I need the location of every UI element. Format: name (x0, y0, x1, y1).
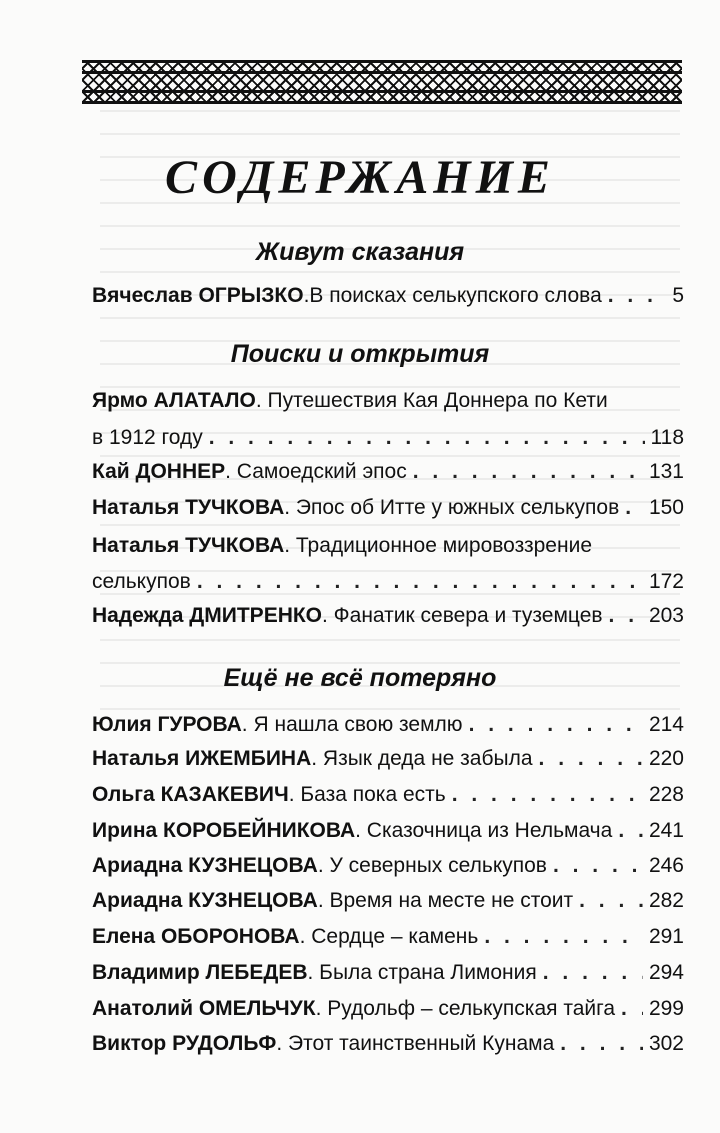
entry-author: Виктор РУДОЛЬФ (92, 1032, 277, 1055)
decorative-ornament-band (82, 60, 682, 104)
entry-page-number: 118 (650, 426, 684, 449)
toc-entry[interactable] (92, 494, 684, 522)
entry-author: Ариадна КУЗНЕЦОВА (92, 854, 318, 877)
dot-leader (618, 817, 643, 845)
section-heading: Поиски и открытия (230, 340, 490, 368)
entry-page-number: 150 (648, 496, 684, 519)
entry-title-continued: в 1912 году (92, 426, 203, 449)
toc-entry[interactable] (92, 282, 684, 310)
toc-entry[interactable] (92, 781, 684, 809)
entry-title: . Была страна Лимония (307, 961, 537, 984)
toc-entry[interactable] (92, 887, 684, 915)
dot-leader (469, 711, 643, 739)
entry-page-number: 302 (648, 1032, 684, 1055)
entry-page-number: 203 (648, 604, 684, 627)
dot-leader (621, 995, 643, 1023)
toc-entry-first-line[interactable] (92, 387, 684, 415)
entry-author: Ольга КАЗАКЕВИЧ (92, 783, 289, 806)
toc-entry[interactable] (92, 745, 684, 773)
entry-title: . Сказочница из Нельмача (355, 819, 613, 842)
entry-author: Вячеслав ОГРЫЗКО (92, 284, 304, 307)
entry-title: . У северных селькупов (317, 854, 547, 877)
ornament-line (82, 90, 682, 93)
entry-author: Наталья ИЖЕМБИНА (92, 747, 312, 770)
entry-page-number: 299 (648, 997, 684, 1020)
dot-leader (609, 602, 643, 630)
entry-title: . Традиционное мировоззрение (284, 534, 592, 557)
entry-title: . Я нашла свою землю (241, 713, 463, 736)
dot-leader (608, 282, 667, 310)
entry-author: Наталья ТУЧКОВА (92, 496, 285, 519)
entry-title: . Фанатик севера и туземцев (322, 604, 603, 627)
entry-page-number: 241 (648, 819, 684, 842)
dot-leader (560, 1030, 643, 1058)
entry-page-number: 246 (648, 854, 684, 877)
entry-title: . Самоедский эпос (225, 460, 407, 483)
dot-leader (553, 852, 643, 880)
entry-author: Юлия ГУРОВА (92, 713, 242, 736)
entry-page-number: 291 (648, 925, 684, 948)
section-heading: Живут сказания (255, 238, 465, 266)
entry-author: Надежда ДМИТРЕНКО (92, 604, 323, 627)
entry-page-number: 172 (648, 570, 684, 593)
toc-entry[interactable] (92, 568, 684, 596)
toc-entry[interactable] (92, 602, 684, 630)
entry-title: . Рудольф – селькупская тайга (315, 997, 616, 1020)
entry-title: . База пока есть (288, 783, 446, 806)
entry-author: Ирина КОРОБЕЙНИКОВА (92, 819, 356, 842)
entry-page-number: 214 (648, 713, 684, 736)
entry-title: . Путешествия Кая Доннера по Кети (255, 389, 608, 412)
entry-author: Кай ДОННЕР (92, 460, 226, 483)
entry-title: . Эпос об Итте у южных селькупов (284, 496, 620, 519)
dot-leader (539, 745, 643, 773)
entry-page-number: 131 (648, 460, 684, 483)
toc-entry[interactable] (92, 852, 684, 880)
toc-entry[interactable] (92, 458, 684, 486)
dot-leader (197, 568, 643, 596)
entry-author: Наталья ТУЧКОВА (92, 534, 285, 557)
entry-author: Ярмо АЛАТАЛО (92, 389, 256, 412)
entry-page-number: 220 (648, 747, 684, 770)
entry-page-number: 228 (648, 783, 684, 806)
entry-title: . Сердце – камень (299, 925, 479, 948)
toc-entry[interactable] (92, 923, 684, 951)
entry-page-number: 5 (672, 284, 684, 307)
dot-leader (625, 494, 643, 522)
dot-leader (484, 923, 643, 951)
dot-leader (452, 781, 643, 809)
dot-leader (209, 424, 645, 452)
entry-title: . Время на месте не стоит (317, 889, 574, 912)
entry-page-number: 294 (648, 961, 684, 984)
entry-title: . Язык деда не забыла (311, 747, 533, 770)
entry-author: Ариадна КУЗНЕЦОВА (92, 889, 318, 912)
entry-title: .В поисках селькупского слова (303, 284, 602, 307)
entry-author: Елена ОБОРОНОВА (92, 925, 300, 948)
entry-author: Владимир ЛЕБЕДЕВ (92, 961, 308, 984)
toc-entry[interactable] (92, 817, 684, 845)
ornament-line (82, 71, 682, 74)
entry-author: Анатолий ОМЕЛЬЧУК (92, 997, 316, 1020)
entry-title-continued: селькупов (92, 570, 191, 593)
page-title: СОДЕРЖАНИЕ (165, 151, 555, 204)
toc-entry[interactable] (92, 1030, 684, 1058)
entry-title: . Этот таинственный Кунама (276, 1032, 555, 1055)
dot-leader (543, 959, 643, 987)
toc-entry-first-line[interactable] (92, 532, 684, 560)
toc-entry[interactable] (92, 711, 684, 739)
toc-entry[interactable] (92, 424, 684, 452)
section-heading: Ещё не всё потеряно (223, 664, 497, 692)
entry-page-number: 282 (648, 889, 684, 912)
toc-entry[interactable] (92, 959, 684, 987)
toc-entry[interactable] (92, 995, 684, 1023)
dot-leader (413, 458, 643, 486)
dot-leader (579, 887, 643, 915)
